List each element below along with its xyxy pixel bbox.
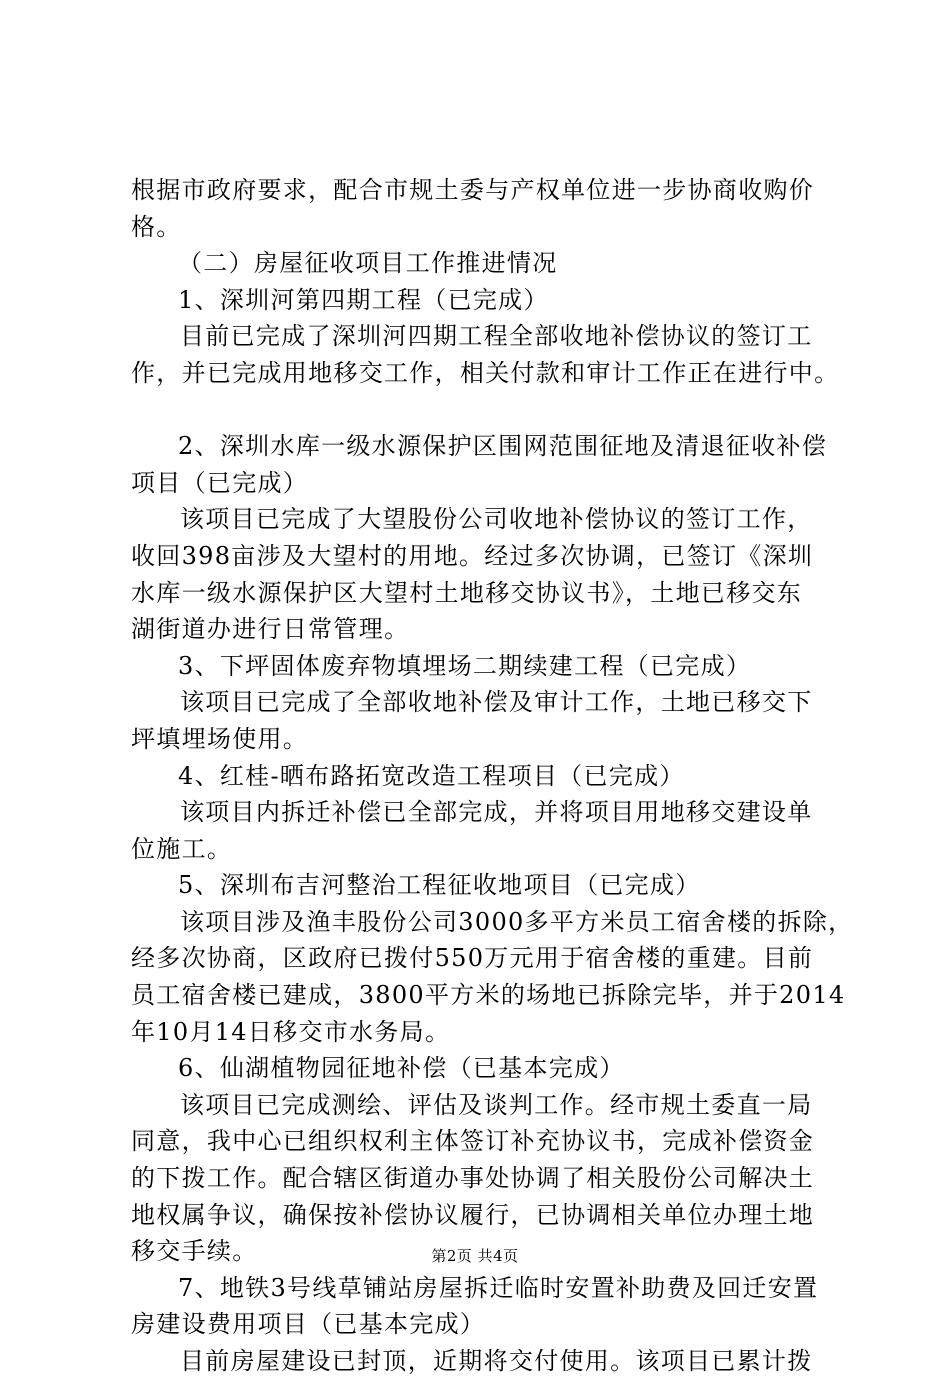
paragraph-line: 湖街道办进行日常管理。 [131, 615, 410, 644]
item-heading-7-cont: 房建设费用项目（已基本完成） [131, 1310, 486, 1339]
paragraph-line: 目前已完成了深圳河四期工程全部收地补偿协议的签订工 [180, 322, 813, 351]
item-heading-2: 2、深圳水库一级水源保护区围网范围征地及清退征收补偿 [178, 432, 828, 461]
paragraph-line: 该项目已完成了全部收地补偿及审计工作，土地已移交下 [180, 688, 813, 717]
paragraph-line: 地权属争议，确保按补偿协议履行，已协调相关单位办理土地 [131, 1200, 815, 1229]
paragraph-line: 员工宿舍楼已建成，3800平方米的场地已拆除完毕，并于2014 [131, 981, 846, 1010]
item-heading-4: 4、红桂-晒布路拓宽改造工程项目（已完成） [178, 761, 685, 790]
document-body [131, 172, 854, 1380]
item-heading-2-cont: 项目（已完成） [131, 468, 309, 497]
blank-line [131, 392, 836, 429]
paragraph-line: 该项目内拆迁补偿已全部完成，并将项目用地移交建设单 [180, 798, 813, 827]
paragraph-line: 该项目涉及渔丰股份公司3000多平方米员工宿舍楼的拆除， [180, 907, 854, 936]
item-heading-3: 3、下坪固体废弃物填埋场二期续建工程（已完成） [178, 651, 752, 680]
paragraph-line: 作，并已完成用地移交工作，相关付款和审计工作正在进行中。 [131, 358, 840, 387]
paragraph-line: 位施工。 [131, 834, 233, 863]
item-heading-7: 7、地铁3号线草铺站房屋拆迁临时安置补助费及回迁安置 [178, 1273, 819, 1302]
paragraph-line: 格。 [131, 212, 182, 241]
paragraph-line: 该项目已完成测绘、评估及谈判工作。经市规土委直一局 [180, 1090, 813, 1119]
item-heading-5: 5、深圳布吉河整治工程征收地项目（已完成） [178, 871, 701, 900]
paragraph-line: 根据市政府要求，配合市规土委与产权单位进一步协商收购价 [131, 176, 815, 204]
paragraph-line: 同意，我中心已组织权利主体签订补充协议书，完成补偿资金 [131, 1127, 815, 1156]
paragraph-line: 的下拨工作。配合辖区街道办事处协调了相关股份公司解决土 [131, 1164, 815, 1193]
paragraph-line: 移交手续。 [131, 1237, 258, 1266]
paragraph-line: 年10月14日移交市水务局。 [131, 1017, 451, 1046]
paragraph-line: 水库一级水源保护区大望村土地移交协议书》，土地已移交东 [131, 578, 803, 607]
paragraph-line: 目前房屋建设已封顶，近期将交付使用。该项目已累计拨 [180, 1347, 813, 1375]
section-heading: （二）房屋征收项目工作推进情况 [178, 249, 558, 278]
paragraph-line: 经多次协商，区政府已拨付550万元用于宿舍楼的重建。目前 [131, 944, 814, 973]
item-heading-6: 6、仙湖植物园征地补偿（已基本完成） [178, 1054, 625, 1083]
page-number-footer: 第2页 共4页 [431, 1247, 519, 1265]
paragraph-line: 该项目已完成了大望股份公司收地补偿协议的签订工作， [180, 505, 813, 534]
item-heading-1: 1、深圳河第四期工程（已完成） [178, 285, 549, 314]
paragraph-line: 收回398亩涉及大望村的用地。经过多次协调，已签订《深圳 [131, 541, 814, 570]
paragraph-line: 坪填埋场使用。 [131, 724, 309, 753]
